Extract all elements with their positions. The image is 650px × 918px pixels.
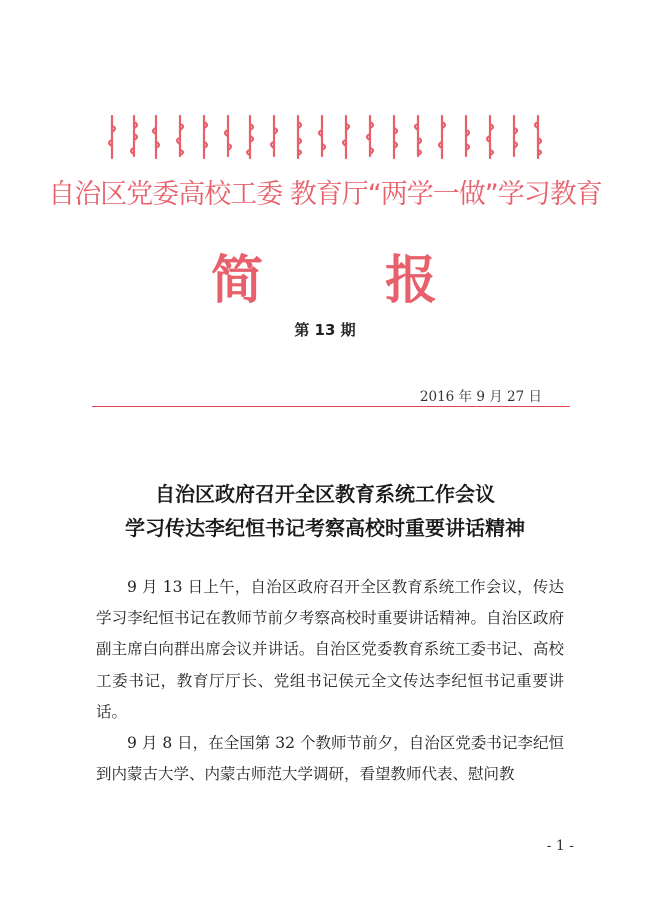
masthead-title-char-1: 简 <box>210 251 265 311</box>
masthead-title-char-2: 报 <box>385 251 440 311</box>
article-paragraph-1: 9 月 13 日上午，自治区政府召开全区教育系统工作会议，传达学习李纪恒书记在教师节前夕考察高校时重要讲话精神。自治区政府副主席白向群出席会议并讲话。自治区党委教育系统工委书记、高校工委书记，教育厅厅长、党组书记侯元全文传达李纪恒书记重要讲话。 <box>96 578 564 721</box>
masthead-divider <box>92 406 570 407</box>
article-body <box>96 572 564 790</box>
article-headline-line-1: 自治区政府召开全区教育系统工作会议 <box>155 482 495 506</box>
masthead-title <box>0 238 650 313</box>
masthead-organization: 自治区党委高校工委 教育厅“两学一做”学习教育 <box>48 179 602 210</box>
issue-number: 第 13 期 <box>294 321 356 339</box>
article-headline-line-2: 学习传达李纪恒书记考察高校时重要讲话精神 <box>125 516 525 540</box>
mongolian-script-masthead <box>100 112 560 164</box>
article-headline <box>60 477 590 545</box>
issue-date: 2016 年 9 月 27 日 <box>419 389 542 405</box>
mongolian-script-graphic <box>100 112 560 164</box>
page-number: - 1 - <box>546 838 574 854</box>
article-paragraph-2: 9 月 8 日，在全国第 32 个教师节前夕，自治区党委书记李纪恒到内蒙古大学、内蒙古师范大学调研，看望教师代表、慰问教 <box>96 734 564 784</box>
